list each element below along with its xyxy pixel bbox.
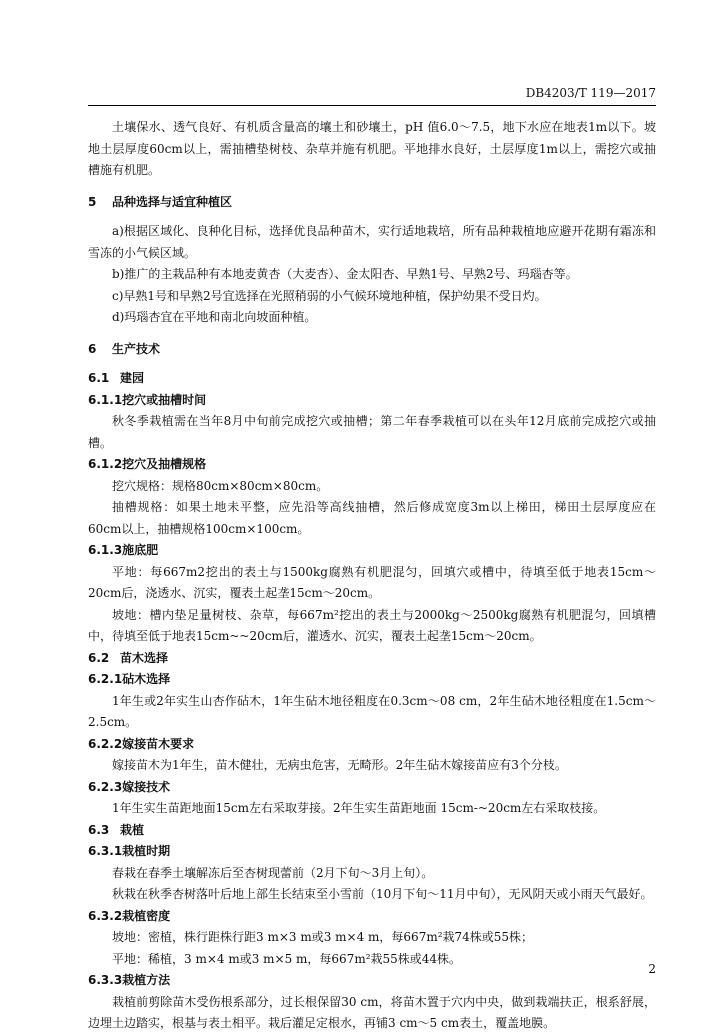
subsection-heading [88, 820, 656, 842]
heading-number: 6 [88, 341, 97, 356]
subsection-heading [88, 906, 656, 928]
subsection-heading [88, 777, 656, 799]
document-body [88, 117, 656, 1035]
heading-number: 6.3 [88, 822, 110, 837]
paragraph: 栽植前剪除苗木受伤根系部分，过长根保留30 cm，将苗木置于穴内中央，做到栽端扶正，根系舒展，边埋土边踏实，根基与表土相平。栽后灌足定根水，再铺3 cm～5 cm表土，覆盖地膜。 [88, 994, 656, 1030]
paragraph: 嫁接苗木为1年生，苗木健壮，无病虫危害，无畸形。2年生砧木嫁接苗应有3个分枝。 [112, 758, 567, 772]
heading-number: 6.3.2 [88, 908, 123, 923]
subsection-heading [88, 841, 656, 863]
subsection-heading [88, 390, 656, 412]
heading-title: 栽植 [120, 822, 145, 837]
heading-title: 栽植时期 [122, 844, 171, 858]
section-heading [88, 339, 656, 361]
heading-number: 6.1 [88, 371, 110, 385]
paragraph: c)早熟1号和早熟2号宜选择在光照稍弱的小气候环境地种植，保护幼果不受日灼。 [112, 288, 547, 303]
heading-number: 6.2.3 [88, 779, 123, 794]
heading-title: 挖穴或抽槽时间 [122, 392, 207, 407]
paragraph: 1年生或2年实生山杏作砧木，1年生砧木地径粗度在0.3cm～08 cm，2年生砧木地径粗度在1.5cm～2.5cm。 [88, 693, 656, 729]
subsection-heading [88, 669, 656, 691]
subsection-heading [88, 734, 656, 756]
heading-title: 栽植密度 [122, 908, 171, 923]
heading-title: 建园 [120, 371, 145, 385]
paragraph: 秋冬季栽植需在当年8月中旬前完成挖穴或抽槽；第二年春季栽植可以在头年12月底前完成挖穴或抽槽。 [88, 414, 656, 450]
paragraph: a)根据区域化、良种化目标，选择优良品种苗木，实行适地栽培，所有品种栽植地应避开花期有霜冻和雪冻的小气候区域。 [88, 224, 656, 260]
paragraph: 平地：每667m2挖出的表土与1500kg腐熟有机肥混匀，回填穴或槽中，待填至低于地表15cm～20cm后，浇透水、沉实，覆表土起垄15cm～20cm。 [88, 564, 656, 600]
section-heading [88, 192, 656, 214]
heading-title: 挖穴及抽槽规格 [122, 457, 207, 471]
subsection-heading [88, 454, 656, 476]
heading-title: 嫁接技术 [122, 779, 171, 794]
heading-number: 6.3.3 [88, 973, 123, 987]
paragraph: 抽槽规格：如果土地未平整，应先沿等高线抽槽，然后修成宽度3m以上梯田，梯田土层厚度应在60cm以上，抽槽规格100cm×100cm。 [88, 500, 656, 536]
heading-number: 6.2.1 [88, 672, 123, 686]
paragraph: 坡地：密植，株行距株行距3 m×3 m或3 m×4 m，每667m²栽74株或55株； [112, 930, 534, 944]
heading-title: 品种选择与适宜种植区 [112, 194, 233, 209]
paragraph: b)推广的主栽品种有本地麦黄杏（大麦杏）、金太阳杏、早熟1号、早熟2号、玛瑙杏等。 [112, 267, 578, 281]
paragraph: 挖穴规格：规格80cm×80cm×80cm。 [112, 478, 329, 493]
subsection-heading [88, 648, 656, 670]
standard-code: DB4203/T 119—2017 [525, 86, 656, 100]
heading-number: 6.3.1 [88, 844, 123, 858]
subsection-heading [88, 540, 656, 562]
heading-number: 6.2 [88, 650, 110, 665]
heading-title: 栽植方法 [122, 973, 171, 987]
heading-title: 生产技术 [112, 341, 161, 356]
heading-title: 苗木选择 [120, 650, 169, 665]
paragraph: 秋栽在秋季杏树落叶后地上部生长结束至小雪前（10月下旬～11月中旬），无风阴天或小雨天气最好。 [112, 887, 653, 901]
heading-number: 6.2.2 [88, 736, 123, 751]
paragraph: 春栽在春季土壤解冻后至杏树现蕾前（2月下旬～3月上旬）。 [112, 865, 434, 880]
header-rule [88, 105, 656, 106]
heading-title: 砧木选择 [122, 672, 171, 686]
heading-number: 5 [88, 194, 97, 209]
heading-number: 6.1.2 [88, 457, 123, 471]
page-number: 2 [648, 962, 656, 976]
heading-title: 嫁接苗木要求 [122, 736, 195, 751]
paragraph: 1年生实生苗距地面15cm左右采取芽接。2年生实生苗距地面 15cm-~20cm左右采取枝接。 [112, 801, 606, 815]
heading-title: 施底肥 [122, 543, 159, 557]
paragraph: 土壤保水、透气良好、有机质含量高的壤土和砂壤土，pH 值6.0～7.5，地下水应在地表1m以下。坡地土层厚度60cm以上，需抽槽垫树枝、杂草并施有机肥。平地排水良好，土层厚度1m以上，需挖穴或抽槽施有机肥。 [88, 120, 656, 177]
paragraph: 平地：稀植，3 m×4 m或3 m×5 m，每667m²栽55株或44株。 [112, 951, 462, 966]
paragraph: 坡地：槽内垫足量树枝、杂草，每667m²挖出的表土与2000kg～2500kg腐熟有机肥混匀，回填槽中，待填至低于地表15cm~~20cm后，灌透水、沉实，覆表土起垄15cm～20cm。 [88, 607, 656, 643]
paragraph: d)玛瑙杏宜在平地和南北向坡面种植。 [112, 310, 317, 324]
subsection-heading [88, 970, 656, 992]
heading-number: 6.1.1 [88, 392, 123, 407]
heading-number: 6.1.3 [88, 543, 123, 557]
subsection-heading [88, 368, 656, 390]
